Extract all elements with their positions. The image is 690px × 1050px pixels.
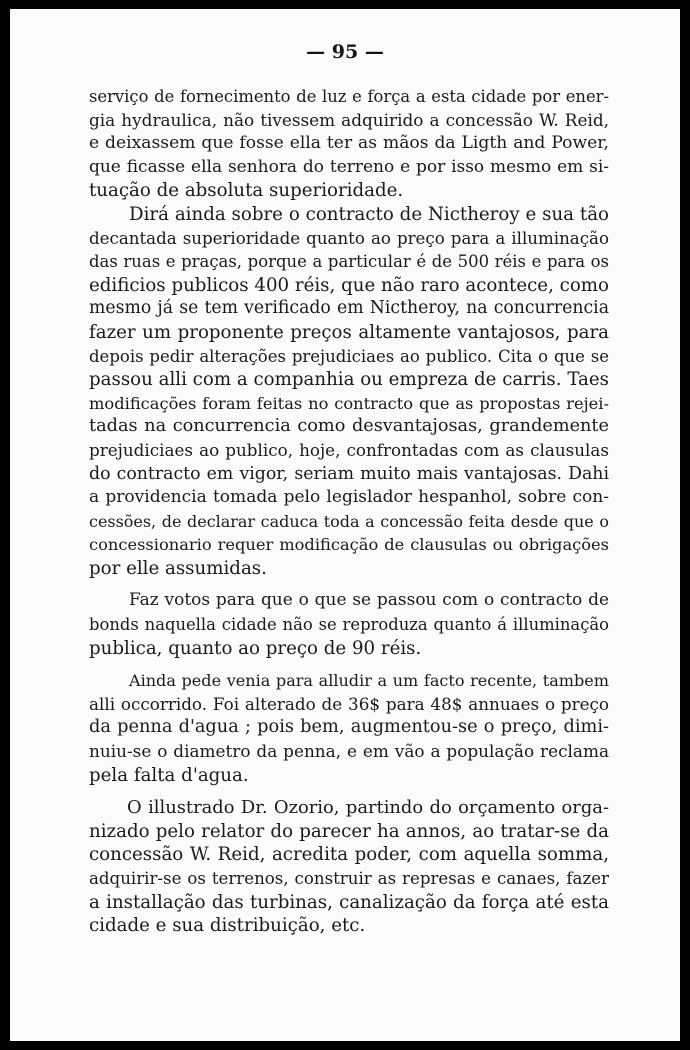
text-line: a installação das turbinas, canalização da força até esta bbox=[89, 891, 609, 913]
text-line: mesmo já se tem verificado em Nictheroy, na concurrencia bbox=[89, 298, 609, 319]
paragraph-2 bbox=[89, 203, 609, 581]
text-line: nizado pelo relator do parecer ha annos, ao tratar-se da bbox=[89, 820, 609, 842]
text-line: tuação de absoluta superioridade. bbox=[89, 180, 404, 202]
paragraph-1 bbox=[89, 85, 609, 203]
text-line: Ainda pede venia para alludir a um facto recente, tambem bbox=[129, 671, 609, 691]
text-line: concessão W. Reid, acredita poder, com aquella somma, bbox=[89, 844, 609, 866]
page-number: — 95 — bbox=[306, 41, 384, 63]
text-line: adquirir-se os terrenos, construir as represas e canaes, fazer bbox=[89, 869, 609, 888]
text-line: passou alli com a companhia ou empreza de carris. Taes bbox=[89, 369, 609, 391]
text-line: depois pedir alterações prejudiciaes ao publico. Cita o que se bbox=[89, 346, 609, 366]
text-line: decantada superioridade quanto ao preço para a illuminação bbox=[89, 228, 609, 248]
text-line: a providencia tomada pelo legislador hespanhol, sobre con- bbox=[89, 487, 609, 508]
text-line: gia hydraulica, não tivessem adquirido a concessão W. Reid, bbox=[89, 109, 609, 130]
book-page bbox=[10, 9, 680, 1041]
text-line: edificios publicos 400 réis, que não raro acontece, como bbox=[89, 274, 609, 296]
text-line: das ruas e praças, porque a particular é de 500 réis e para os bbox=[89, 252, 609, 272]
text-line: modificações foram feitas no contracto que as propostas rejei- bbox=[89, 393, 609, 413]
paragraph-4 bbox=[89, 669, 609, 787]
text-line: cessões, de declarar caduca toda a concessão feita desde que o bbox=[89, 511, 609, 531]
text-line: prejudiciaes ao publico, hoje, confrontadas com as clausulas bbox=[89, 439, 609, 460]
text-line: publica, quanto ao preço de 90 réis. bbox=[89, 637, 422, 659]
text-line: serviço de fornecimento de luz e força a esta cidade por ener- bbox=[89, 87, 609, 106]
text-line: e deixassem que fosse ella ter as mãos da Ligth and Power, bbox=[89, 133, 609, 154]
text-line: O illustrado Dr. Ozorio, partindo do orçamento orga- bbox=[127, 797, 609, 819]
text-line: pela falta d'agua. bbox=[89, 764, 249, 786]
text-line: por elle assumidas. bbox=[89, 557, 267, 579]
paragraph-3 bbox=[89, 589, 609, 660]
text-line: alli occorrido. Foi alterado de 36$ para 48$ annuaes o preço bbox=[89, 693, 609, 714]
paragraph-5 bbox=[89, 796, 609, 938]
text-line: Dirá ainda sobre o contracto de Nictheroy e sua tão bbox=[129, 203, 609, 225]
text-line: cidade e sua distribuição, etc. bbox=[89, 915, 366, 937]
text-line: nuiu-se o diametro da penna, e em vão a população reclama bbox=[89, 741, 609, 762]
text-line: do contracto em vigor, seriam muito mais vantajosas. Dahi bbox=[89, 463, 609, 484]
text-line: que ficasse ella senhora do terreno e por isso mesmo em si- bbox=[89, 156, 609, 177]
text-line: Faz votos para que o que se passou com o contracto de bbox=[129, 590, 609, 611]
text-line: tadas na concurrencia como desvantajosas, grandemente bbox=[89, 416, 609, 437]
text-line: da penna d'agua ; pois bem, augmentou-se o preço, dimi- bbox=[89, 717, 609, 738]
text-line: fazer um proponente preços altamente vantajosos, para bbox=[89, 321, 609, 343]
text-line: concessionario requer modificação de clausulas ou obrigações bbox=[89, 535, 609, 555]
text-line: bonds naquella cidade não se reproduza quanto á illuminação bbox=[89, 615, 609, 635]
body-text bbox=[89, 85, 609, 938]
